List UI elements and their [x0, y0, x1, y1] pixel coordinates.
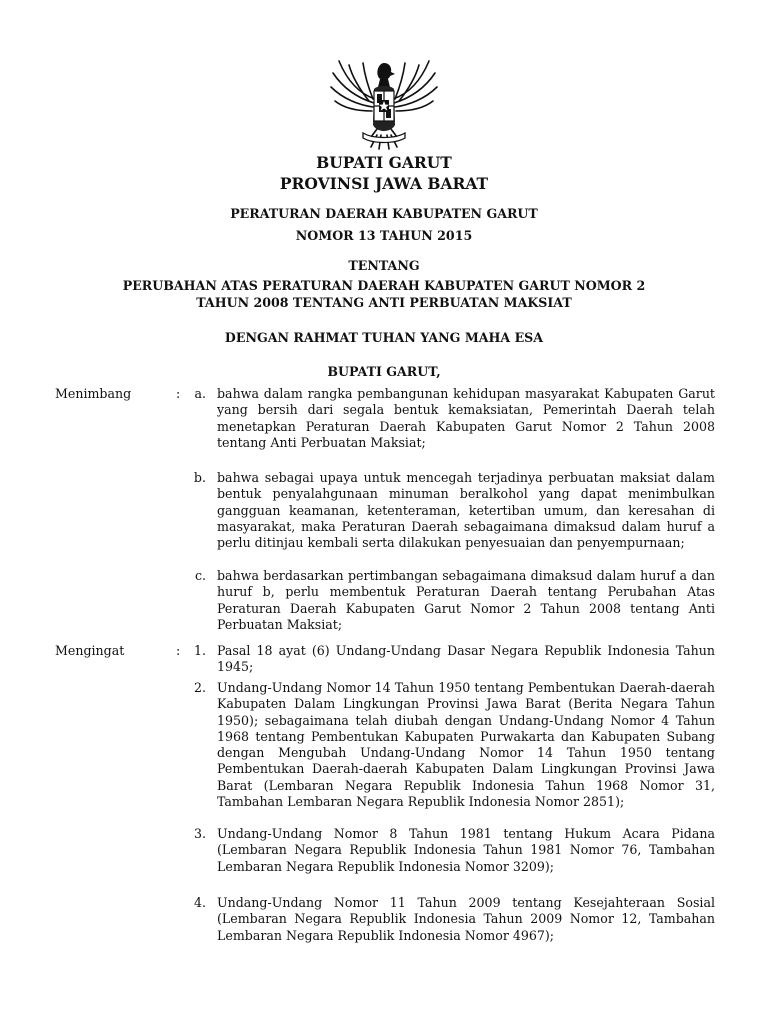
- list-item-marker: 4.: [193, 895, 206, 910]
- regulation-number: NOMOR 13 TAHUN 2015: [295, 228, 473, 243]
- about-heading: TENTANG: [348, 258, 420, 273]
- list-item-marker: c.: [194, 568, 206, 583]
- list-item: Undang-Undang Nomor 8 Tahun 1981 tentang Hukum Acara Pidana (Lembaran Negara Republik Indonesia Tahun 1981 Nomor 76, Tambahan Lembaran Negara Republik Indonesia Nomor 3209);: [217, 826, 715, 874]
- province-title: PROVINSI JAWA BARAT: [279, 174, 489, 193]
- list-item-marker: a.: [194, 386, 206, 401]
- garuda-pancasila-emblem-icon: [325, 55, 443, 151]
- list-item: Undang-Undang Nomor 14 Tahun 1950 tentang Pembentukan Daerah-daerah Kabupaten Dalam Lingkungan Provinsi Jawa Barat (Berita Negara Tahun 1950); sebagaimana telah diubah dengan Undang-Undang Nomor 4 Tahun 1968 tentang Pembentukan Kabupaten Purwakarta dan Kabupaten Subang dengan Mengubah Undang-Undang Nomor 14 Tahun 1950 tentang Pembentukan Daerah-daerah Kabupaten Dalam Lingkungan Provinsi Jawa Barat (Lembaran Negara Republik Indonesia Tahun 1968 Nomor 31, Tambahan Lembaran Negara Republik Indonesia Nomor 2851);: [217, 680, 715, 810]
- official-line: BUPATI GARUT,: [327, 364, 441, 379]
- blessing-line: DENGAN RAHMAT TUHAN YANG MAHA ESA: [224, 330, 544, 345]
- list-item-marker: 3.: [193, 826, 206, 841]
- list-item: bahwa sebagai upaya untuk mencegah terjadinya perbuatan maksiat dalam bentuk penyalahgunaan minuman beralkohol yang dapat menimbulkan gangguan keamanan, ketenteraman, ketertiban umum, dan keresahan di masyarakat, maka Peraturan Daerah sebagaimana dimaksud dalam huruf a perlu ditinjau kembali serta dilakukan penyesuaian dan penyempurnaan;: [217, 470, 715, 551]
- list-item: bahwa berdasarkan pertimbangan sebagaimana dimaksud dalam huruf a dan huruf b, perlu membentuk Peraturan Daerah tentang Perubahan Atas Peraturan Daerah Kabupaten Garut Nomor 2 Tahun 2008 tentang Anti Perbuatan Maksiat;: [217, 568, 715, 632]
- menimbang-label: Menimbang: [55, 386, 132, 401]
- list-item: bahwa dalam rangka pembangunan kehidupan masyarakat Kabupaten Garut yang bersih dari segala bentuk kemaksiatan, Pemerintah Daerah telah menetapkan Peraturan Daerah Kabupaten Garut Nomor 2 Tahun 2008 tentang Anti Perbuatan Maksiat;: [217, 386, 715, 450]
- list-item: Pasal 18 ayat (6) Undang-Undang Dasar Negara Republik Indonesia Tahun 1945;: [217, 643, 715, 675]
- issuer-title: BUPATI GARUT: [316, 153, 452, 172]
- mengingat-colon: :: [176, 643, 181, 658]
- list-item: Undang-Undang Nomor 11 Tahun 2009 tentang Kesejahteraan Sosial (Lembaran Negara Republik Indonesia Tahun 2009 Nomor 12, Tambahan Lembaran Negara Republik Indonesia Nomor 4967);: [217, 895, 715, 943]
- list-item-marker: 2.: [193, 680, 206, 695]
- subject-line-2: TAHUN 2008 TENTANG ANTI PERBUATAN MAKSIAT: [196, 295, 572, 310]
- mengingat-label: Mengingat: [55, 643, 125, 658]
- menimbang-colon: :: [176, 386, 181, 401]
- list-item-marker: b.: [193, 470, 206, 485]
- list-item-marker: 1.: [193, 643, 206, 658]
- regulation-title: PERATURAN DAERAH KABUPATEN GARUT: [230, 206, 538, 221]
- subject-line-1: PERUBAHAN ATAS PERATURAN DAERAH KABUPATEN GARUT NOMOR 2: [122, 278, 646, 293]
